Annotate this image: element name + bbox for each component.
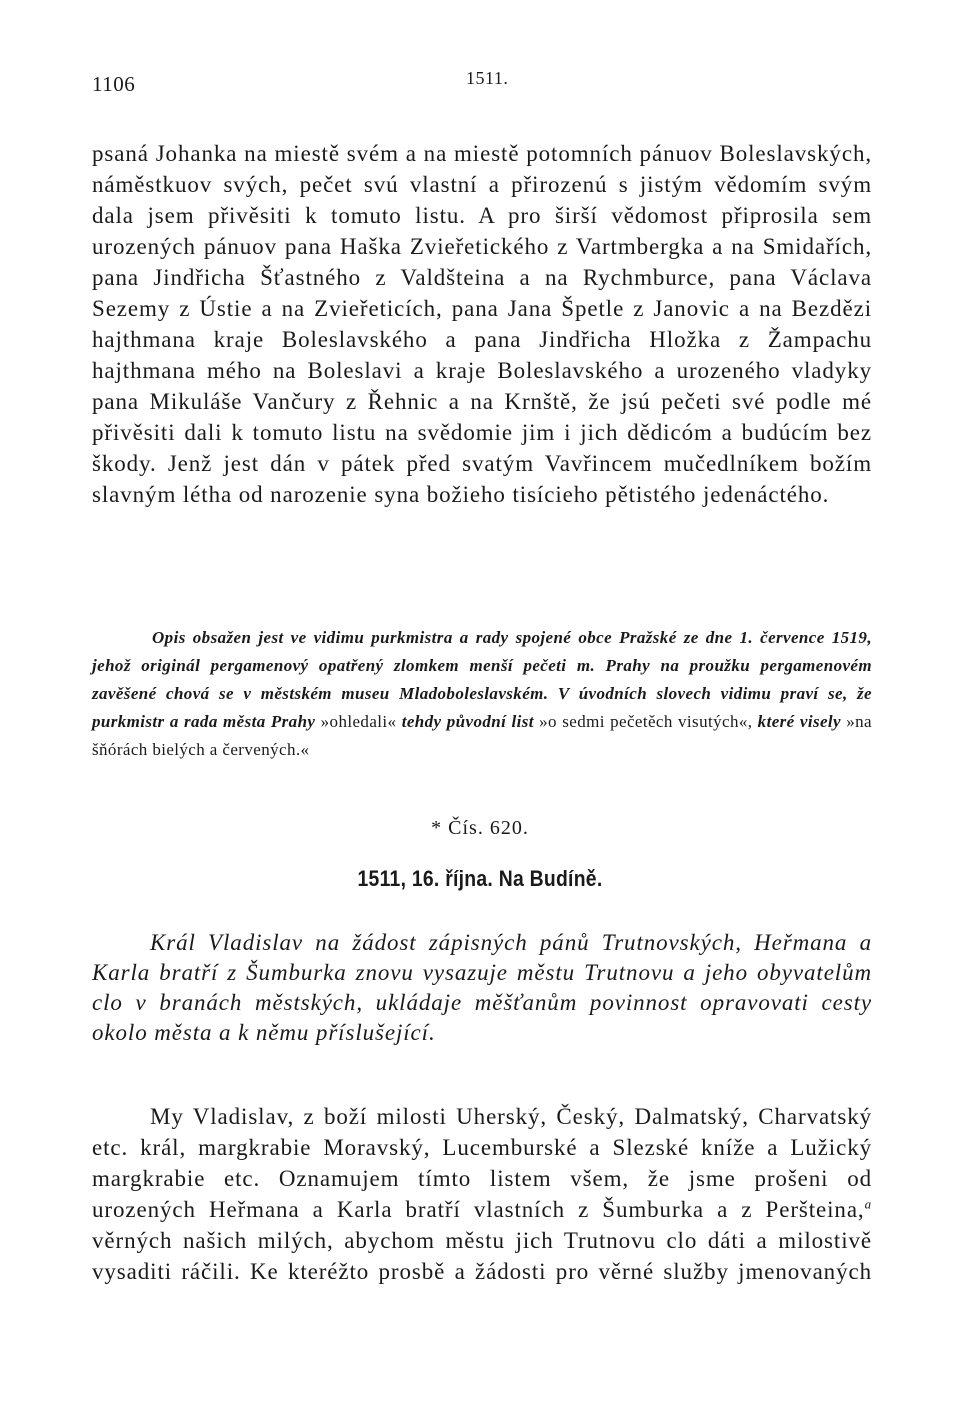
document-heading: 1511, 16. října. Na Budíně. xyxy=(357,866,603,891)
note-text: tehdy původní list xyxy=(401,712,534,731)
note-quote: »na šňórách bielých a červených.« xyxy=(92,712,873,759)
charter-text-part: My Vladislav, z boží milosti Uherský, Český, Dalmatský, Charvatský etc. král, margkrabie Moravský, Lucemburské a Slezské kníže a Lužický margkrabie etc. Oznamujem tímto listem všem, že jsme prošeni od urozených Heřmana a Karla bratří vlastních z Šumburka a z Peršteina, xyxy=(92,1104,872,1222)
body-paragraph xyxy=(92,1101,872,1287)
footnote-mark: a xyxy=(864,1196,872,1212)
regest xyxy=(92,928,872,1048)
document-number: * Čís. 620. xyxy=(431,817,529,839)
charter-text xyxy=(92,1101,872,1287)
body-paragraph: psaná Johanka na miestě svém a na miestě potomních pánuov Boleslavských, náměstkuov svých, pečet svú vlastní a přirozenú s jistým vědomím svým dala jsem přivěsiti k tomuto listu. A pro širší vědomost připrosila sem urozených pánuov pana Haška Zvieřetického z Vartmbergka a na Smidařích, pana Jindřicha Šťastného z Valdšteina a na Rychmburce, pana Václava Sezemy z Ústie a na Zvieřeticích, pana Jana Špetle z Janovic a na Bezdězi hajthmana kraje Boleslavského a pana Jindřicha Hložka z Žampachu hajthmana mého na Boleslavi a kraje Boleslavského a urozeného vladyky pana Mikuláše Vančury z Řehnic a na Krnště, že jsú pečeti své podle mé přivěsiti dali k tomuto listu na svědomie jim i jich dědicóm a budúcím bez škody. Jenž jest dán v pátek před svatým Vavřincem mučedlníkem božím slavným létha od narozenie syna božieho tisícieho pětistého jedenáctého. xyxy=(92,141,872,507)
regest-paragraph: Král Vladislav na žádost zápisných pánů Trutnovských, Heřmana a Karla bratří z Šumburka znovu vysazuje městu Trutnovu a jeho obyvatelům clo v branách městských, ukládaje měšťanům povinnost opravovati cesty okolo města a k němu příslušející. xyxy=(92,930,872,1045)
running-head-year: 1511. xyxy=(466,68,509,88)
note-quote: »ohledali« xyxy=(315,712,402,731)
charter-text-part: věrných našich milých, abychom městu jich Trutnovu clo dáti a milostivě vysaditi ráčili. Ke kteréžto prosbě a žádosti pro věrné služby jmenovaných xyxy=(92,1228,872,1284)
note-text: Opis obsažen jest ve vidimu purkmistra a rady spojené obce Pražské ze dne 1. července 1519, jehož originál pergamenový opatřený zlomkem menší pečeti m. Prahy na proužku pergamenovém zavěšené chová se v městském museu Mladoboleslavském. V úvodních slovech vidimu praví se, že purkmistr a rada města Prahy xyxy=(92,628,872,731)
charter-text-continuation xyxy=(92,138,872,510)
page-number: 1106 xyxy=(92,72,136,96)
note-text: které visely xyxy=(757,712,841,731)
source-note xyxy=(92,624,872,764)
note-quote: »o sedmi pečetěch visutých«, xyxy=(533,712,758,731)
page-header xyxy=(92,68,872,102)
